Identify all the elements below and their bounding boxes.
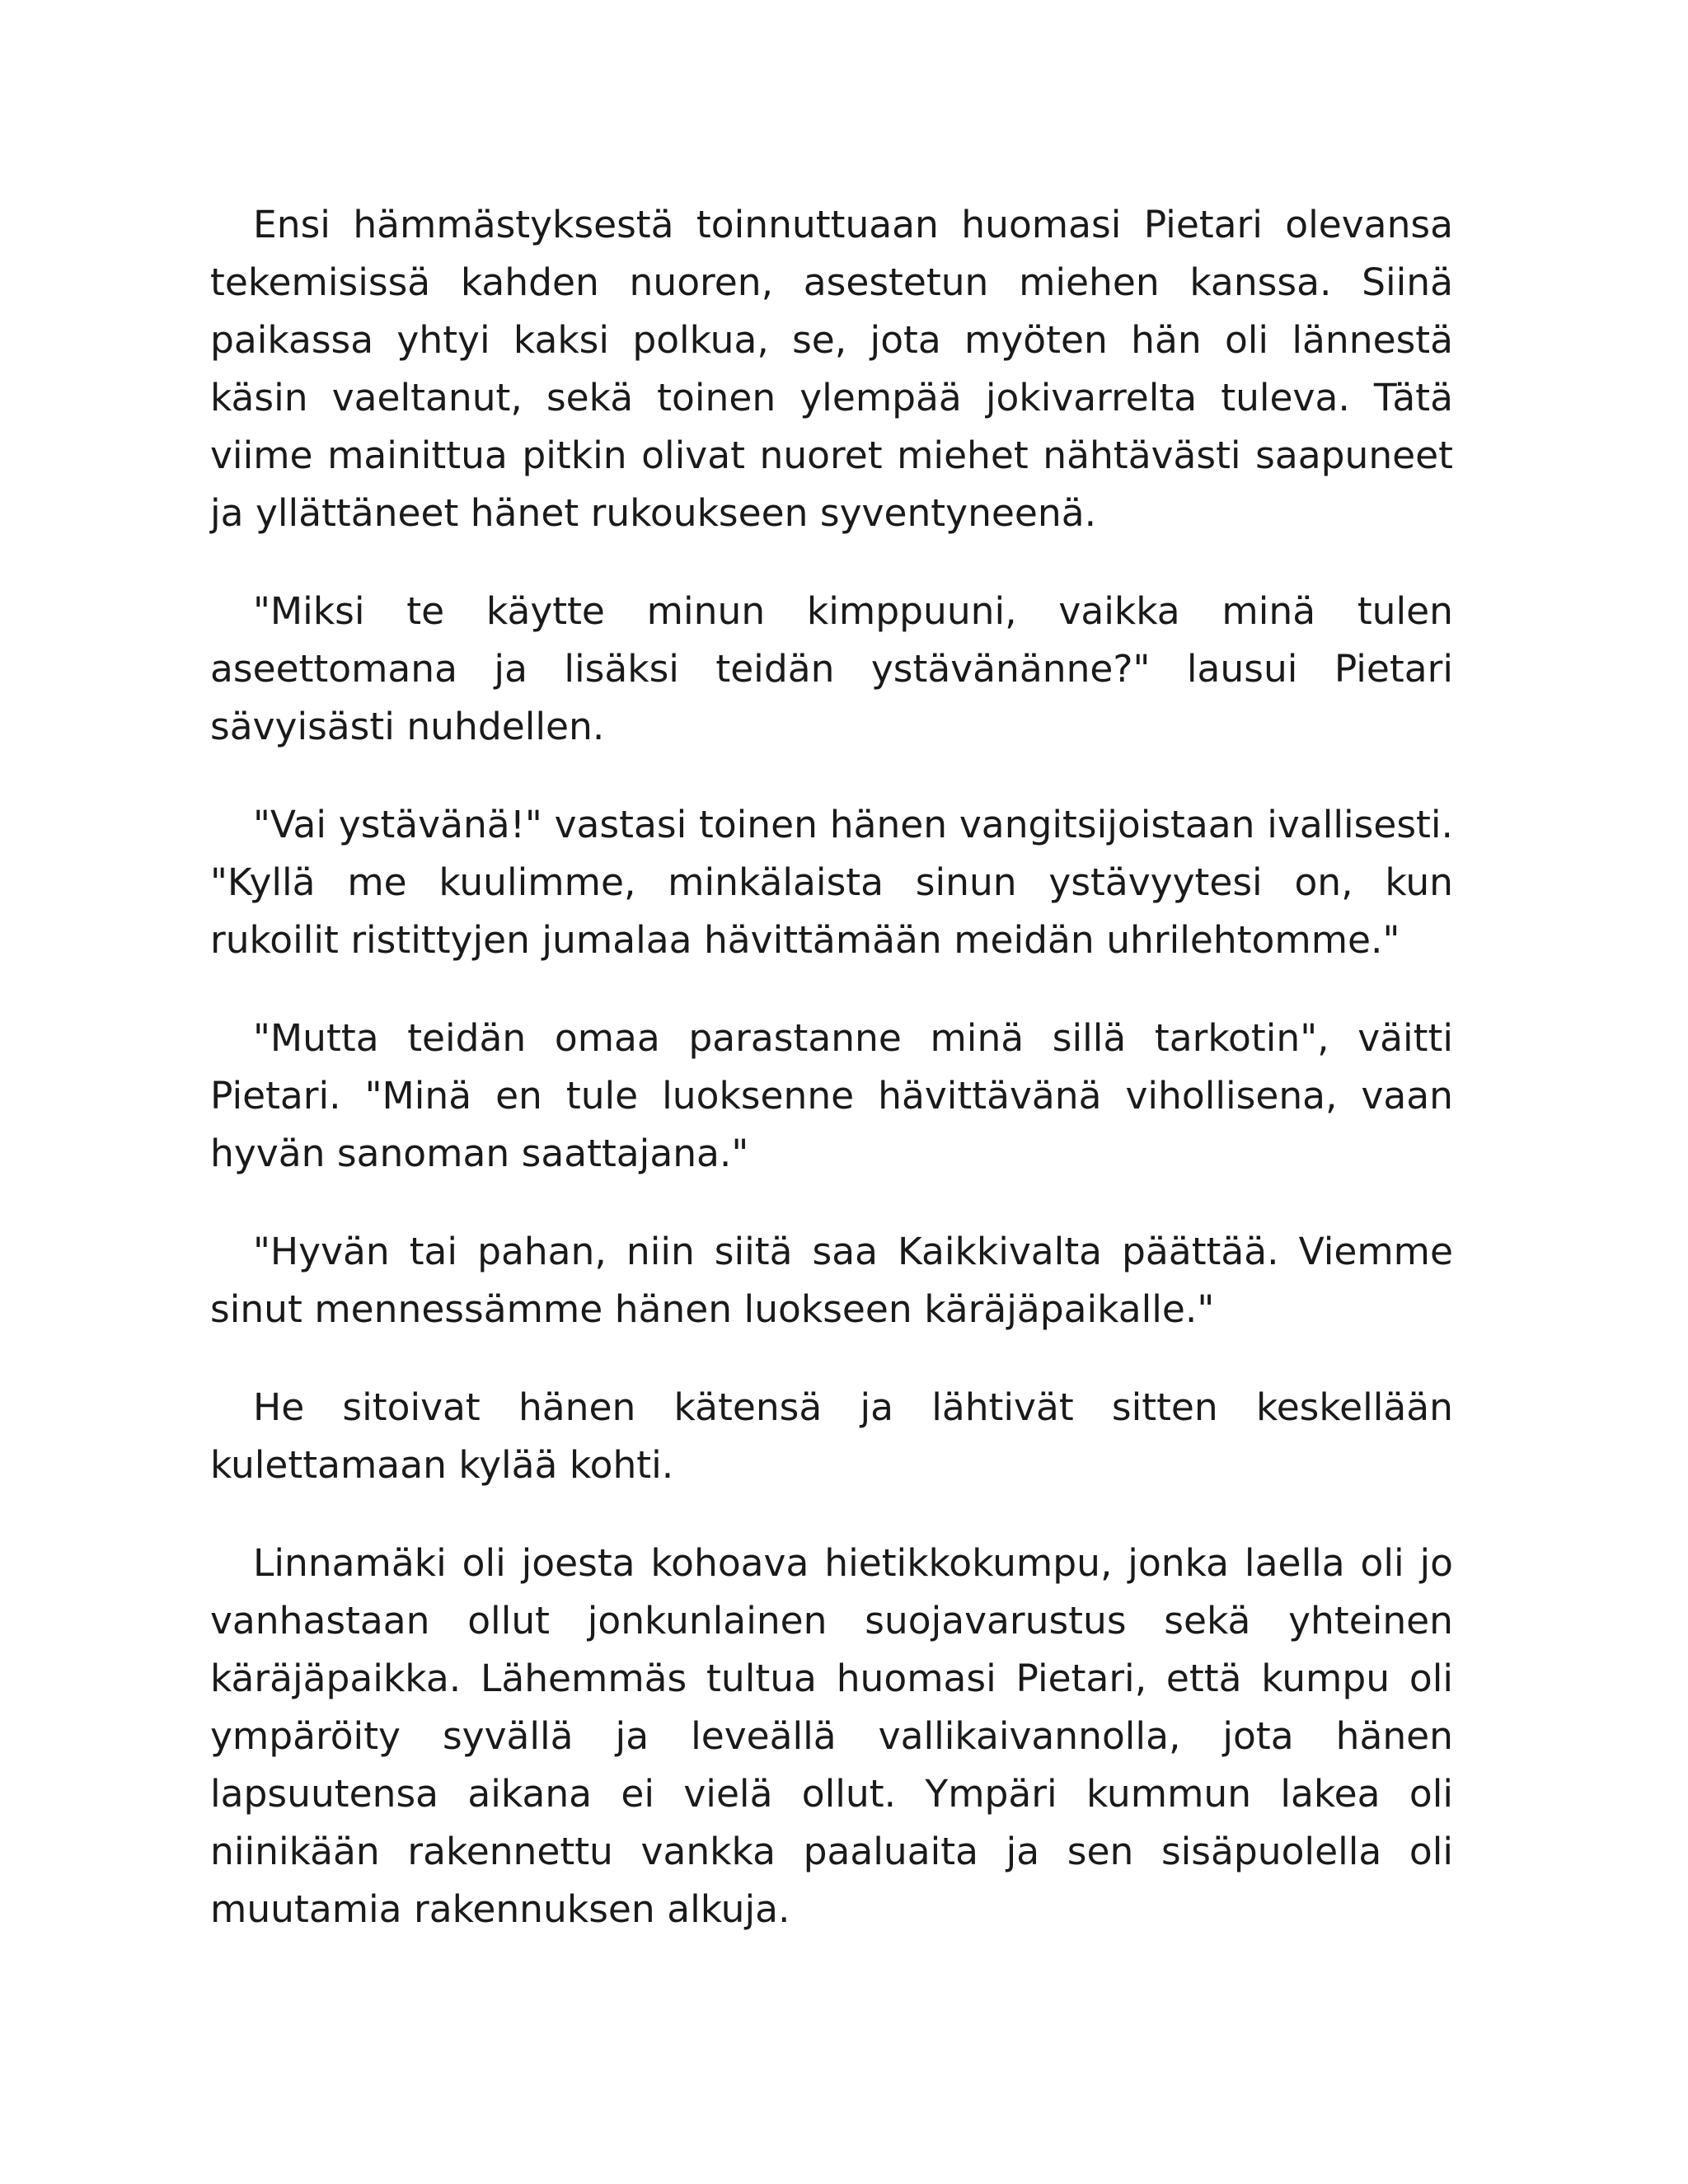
paragraph-7: Linnamäki oli joesta kohoava hietikkokumpu, jonka laella oli jo vanhastaan ollut jonkunlainen suojavarustus sekä yhteinen käräjäpaikka. Lähemmäs tultua huomasi Pietari, että kumpu oli ympäröity syvällä ja leveällä vallikaivannolla, jota hänen lapsuutensa aikana ei vielä ollut. Ympäri kummun lakea oli niinikään rakennettu vankka paaluaita ja sen sisäpuolella oli muutamia rakennuksen alkuja. xyxy=(210,1541,1453,1931)
paragraph-2: "Miksi te käytte minun kimppuuni, vaikka minä tulen aseettomana ja lisäksi teidän ystävänänne?" lausui Pietari sävyisästi nuhdellen. xyxy=(210,589,1453,748)
paragraph-1: Ensi hämmästyksestä toinnuttuaan huomasi Pietari olevansa tekemisissä kahden nuoren, asestetun miehen kanssa. Siinä paikassa yhtyi kaksi polkua, se, jota myöten hän oli lännestä käsin vaeltanut, sekä toinen ylempää jokivarrelta tuleva. Tätä viime mainittua pitkin olivat nuoret miehet nähtävästi saapuneet ja yllättäneet hänet rukoukseen syventyneenä. xyxy=(210,203,1453,535)
paragraph-6: He sitoivat hänen kätensä ja lähtivät sitten keskellään kulettamaan kylää kohti. xyxy=(210,1385,1453,1487)
paragraph-5: "Hyvän tai pahan, niin siitä saa Kaikkivalta päättää. Viemme sinut mennessämme hänen luokseen käräjäpaikalle." xyxy=(210,1230,1453,1331)
body-text xyxy=(210,196,1453,1938)
paragraph-3: "Vai ystävänä!" vastasi toinen hänen vangitsijoistaan ivallisesti. "Kyllä me kuulimme, minkälaista sinun ystävyytesi on, kun rukoilit ristittyjen jumalaa hävittämään meidän uhrilehtomme." xyxy=(210,803,1453,962)
paragraph-4: "Mutta teidän omaa parastanne minä sillä tarkotin", väitti Pietari. "Minä en tule luoksenne hävittävänä vihollisena, vaan hyvän sanoman saattajana." xyxy=(210,1016,1453,1175)
